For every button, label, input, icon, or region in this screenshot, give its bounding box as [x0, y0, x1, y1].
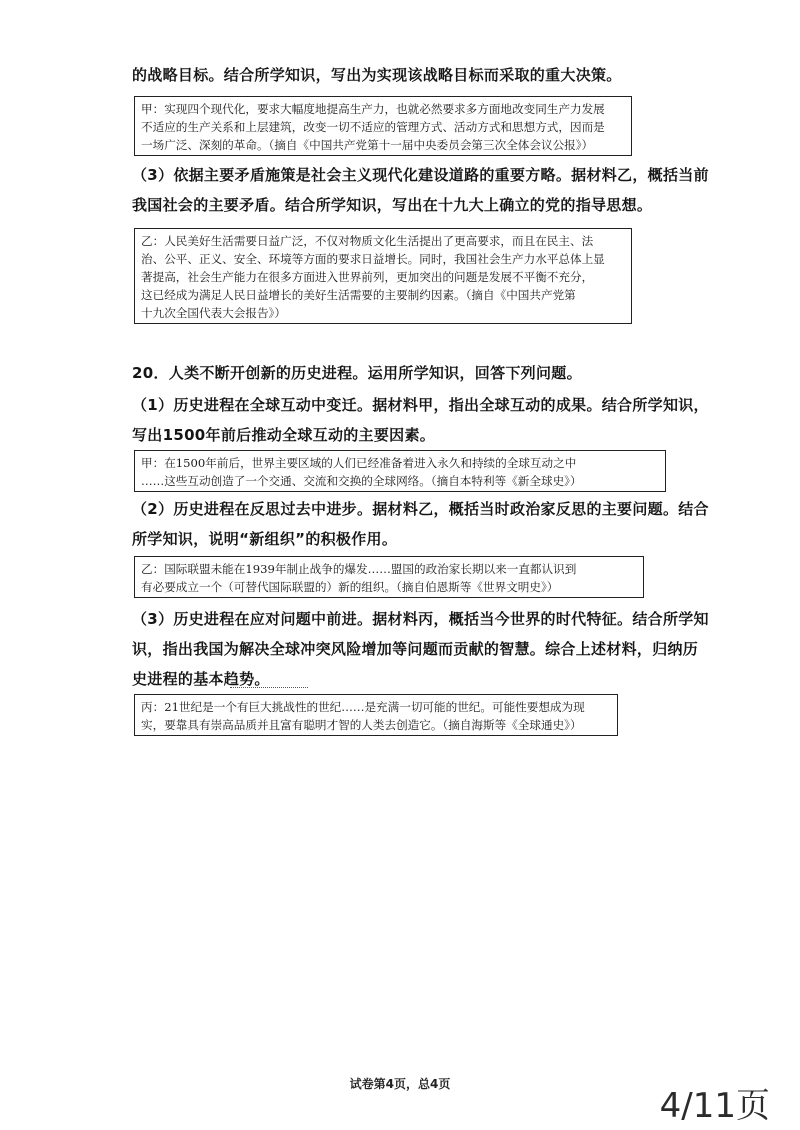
material-box-yi-19: [134, 228, 632, 324]
q20-3-line2: 识，指出我国为解决全球冲突风险增加等问题而贡献的智慧。综合上述材料，归纳历: [132, 640, 699, 658]
q20-2-line2: 所学知识，说明“新组织”的积极作用。: [132, 530, 398, 548]
q20-3-line1: （3）历史进程在应对问题中前进。据材料丙，概括当今世界的时代特征。结合所学知: [132, 610, 709, 628]
material-line: 乙：国际联盟未能在1939年制止战争的爆发……盟国的政治家长期以来一直都认识到: [141, 562, 577, 576]
material-line: 实，要靠具有崇高品质并且富有聪明才智的人类去创造它。（摘自海斯等《全球通史》）: [141, 718, 582, 732]
material-line: 一场广泛、深刻的革命。（摘自《中国共产党第十一届中央委员会第三次全体会议公报》）: [141, 138, 594, 152]
material-line: 治、公平、正义、安全、环境等方面的要求日益增长。同时，我国社会生产力水平总体上显: [141, 252, 605, 266]
viewer-page-indicator: 4/11页: [659, 1086, 770, 1126]
material-line: 著提高，社会生产能力在很多方面进入世界前列，更加突出的问题是发展不平衡不充分，: [141, 270, 594, 284]
material-line: 乙：人民美好生活需要日益广泛，不仅对物质文化生活提出了更高要求，而且在民主、法: [141, 234, 594, 248]
page-footer: 试卷第4页，总4页: [349, 1077, 451, 1091]
material-line: ……这些互动创造了一个交通、交流和交换的全球网络。（摘自本特利等《新全球史》）: [141, 474, 582, 488]
q19-3-line1: （3）依据主要矛盾施策是社会主义现代化建设道路的重要方略。据材料乙，概括当前: [132, 166, 709, 184]
material-box-bing-20: [134, 694, 618, 736]
q20-3-line3: 史进程的基本趋势。: [132, 670, 270, 688]
material-box-jia-19: [134, 96, 632, 156]
material-line: 不适应的生产关系和上层建筑，改变一切不适应的管理方式、活动方式和思想方式，因而是: [141, 120, 605, 134]
material-line: 甲：实现四个现代化，要求大幅度地提高生产力，也就必然要求多方面地改变同生产力发展: [141, 102, 605, 116]
material-line: 这已经成为满足人民日益增长的美好生活需要的主要制约因素。（摘自《中国共产党第: [141, 288, 576, 302]
scan-mark: [230, 687, 308, 690]
q19-3-line2: 我国社会的主要矛盾。结合所学知识，写出在十九大上确立的党的指导思想。: [132, 196, 653, 214]
material-line: 丙：21世纪是一个有巨大挑战性的世纪……是充满一切可能的世纪。可能性要想成为现: [141, 700, 585, 714]
q19-tail-line: 的战略目标。结合所学知识，写出为实现该战略目标而采取的重大决策。: [132, 66, 622, 84]
q20-1-line2: 写出1500年前后推动全球互动的主要因素。: [132, 426, 436, 444]
material-line: 有必要成立一个（可替代国际联盟的）新的组织。（摘自伯恩斯等《世界文明史》）: [141, 580, 559, 594]
material-box-yi-20: [134, 556, 644, 598]
q20-title: 20．人类不断开创新的历史进程。运用所学知识，回答下列问题。: [132, 364, 582, 382]
q20-2-line1: （2）历史进程在反思过去中进步。据材料乙，概括当时政治家反思的主要问题。结合: [132, 500, 709, 518]
q20-1-line1: （1）历史进程在全球互动中变迁。据材料甲，指出全球互动的成果。结合所学知识，: [132, 396, 709, 414]
material-line: 甲：在1500年前后，世界主要区域的人们已经准备着进入永久和持续的全球互动之中: [141, 456, 577, 470]
material-box-jia-20: [134, 450, 666, 492]
material-line: 十九次全国代表大会报告》）: [141, 306, 286, 320]
